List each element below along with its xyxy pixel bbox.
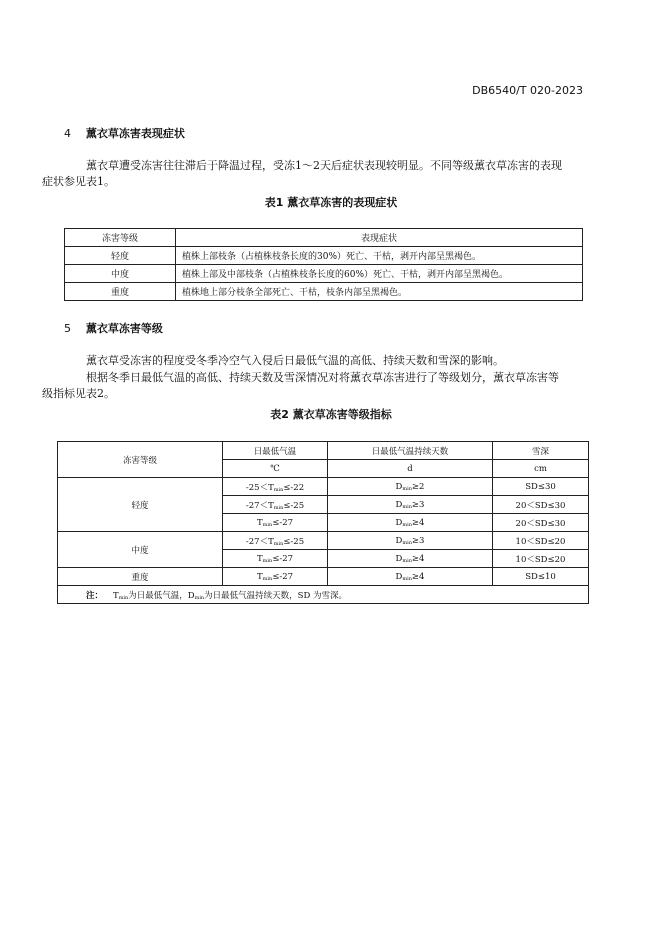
- temp-text: ≤-22: [283, 482, 305, 493]
- section-title: 薰衣草冻害表现症状: [85, 127, 185, 140]
- section-4-heading: [64, 125, 185, 141]
- temp-cell: [223, 514, 328, 532]
- days-text: ≥3: [411, 499, 425, 510]
- section-5-paragraph-2: [42, 370, 584, 402]
- subscript: min: [262, 575, 273, 582]
- subscript: min: [402, 539, 412, 546]
- subscript: min: [118, 594, 129, 601]
- subscript: min: [262, 557, 273, 564]
- temp-cell: [223, 568, 328, 586]
- paragraph-line: 根据冬季日最低气温的高低、持续天数及雪深情况对将薰衣草冻害进行了等级划分，薰衣草冻害等: [86, 371, 559, 384]
- snow-cell: 10＜SD≤20: [493, 532, 589, 550]
- days-cell: [328, 496, 493, 514]
- note-label: 注：: [86, 590, 104, 601]
- table-note: [58, 586, 589, 604]
- temp-text: T: [256, 553, 263, 564]
- snow-cell: 20＜SD≤30: [493, 496, 589, 514]
- days-text: ≥4: [411, 517, 425, 528]
- table-1-caption: 表1 薰衣草冻害的表现症状: [264, 196, 398, 209]
- unit-days: d: [328, 460, 493, 478]
- days-cell: [328, 532, 493, 550]
- grade-cell: 轻度: [65, 247, 176, 265]
- days-cell: [328, 478, 493, 496]
- section-title: 薰衣草冻害等级: [85, 322, 163, 335]
- table-row: [58, 478, 589, 496]
- table-header-row: [58, 442, 589, 460]
- temp-text: ≤-27: [272, 517, 294, 528]
- days-text: D: [395, 517, 403, 528]
- snow-cell: SD≤30: [493, 478, 589, 496]
- days-cell: [328, 550, 493, 568]
- days-text: D: [395, 535, 403, 546]
- temp-text: -25＜T: [245, 482, 274, 493]
- grade-cell: 重度: [65, 283, 176, 301]
- days-text: ≥4: [411, 571, 425, 582]
- table-row: [65, 283, 583, 301]
- days-text: D: [395, 481, 403, 492]
- table-1: [64, 228, 583, 301]
- unit-temp: ℃: [223, 460, 328, 478]
- symptom-cell: 植株地上部分枝条全部死亡、干枯，枝条内部呈黑褐色。: [176, 283, 583, 301]
- section-5-paragraph-1: 薰衣草受冻害的程度受冬季冷空气入侵后日最低气温的高低、持续天数和雪深的影响。: [86, 354, 504, 367]
- temp-cell: [223, 532, 328, 550]
- table-header-row: [65, 229, 583, 247]
- days-text: ≥2: [411, 481, 425, 492]
- subscript: min: [194, 594, 205, 601]
- temp-text: -27＜T: [245, 536, 274, 547]
- subscript: min: [402, 485, 412, 492]
- table-note-row: [58, 586, 589, 604]
- document-code: DB6540/T 020-2023: [472, 84, 583, 97]
- grade-cell: 中度: [58, 532, 223, 568]
- header-snow: 雪深: [493, 442, 589, 460]
- days-cell: [328, 514, 493, 532]
- grade-cell: 重度: [58, 568, 223, 586]
- table-row: [65, 247, 583, 265]
- note-text: 为日最低气温持续天数，SD 为雪深。: [204, 590, 347, 601]
- section-number: 4: [64, 127, 71, 140]
- header-cell: 冻害等级: [65, 229, 176, 247]
- temp-text: ≤-25: [283, 500, 305, 511]
- temp-text: ≤-25: [283, 536, 305, 547]
- header-days: 日最低气温持续天数: [328, 442, 493, 460]
- grade-cell: 中度: [65, 265, 176, 283]
- snow-cell: 20＜SD≤30: [493, 514, 589, 532]
- days-text: ≥3: [411, 535, 425, 546]
- note-text: T: [113, 590, 119, 601]
- subscript: min: [402, 557, 412, 564]
- section-4-paragraph: [42, 158, 584, 190]
- table-row: [58, 532, 589, 550]
- paragraph-line: 薰衣草遭受冻害往往滞后于降温过程，受冻1～2天后症状表现较明显。不同等级薰衣草冻害的表现: [86, 159, 562, 172]
- header-cell: 表现症状: [176, 229, 583, 247]
- snow-cell: SD≤10: [493, 568, 589, 586]
- symptom-cell: 植株上部枝条（占植株枝条长度的30%）死亡、干枯，剥开内部呈黑褐色。: [176, 247, 583, 265]
- grade-cell: 轻度: [58, 478, 223, 532]
- subscript: min: [402, 521, 412, 528]
- section-5-heading: [64, 320, 163, 336]
- temp-text: -27＜T: [245, 500, 274, 511]
- temp-cell: [223, 496, 328, 514]
- subscript: min: [273, 486, 284, 493]
- subscript: min: [402, 503, 412, 510]
- temp-cell: [223, 478, 328, 496]
- temp-text: T: [256, 571, 263, 582]
- header-temp: 日最低气温: [223, 442, 328, 460]
- temp-text: ≤-27: [272, 571, 294, 582]
- days-text: D: [395, 553, 403, 564]
- days-text: D: [395, 499, 403, 510]
- temp-text: ≤-27: [272, 553, 294, 564]
- header-grade: 冻害等级: [58, 442, 223, 478]
- table-2: [57, 441, 589, 604]
- days-text: ≥4: [411, 553, 425, 564]
- symptom-cell: 植株上部及中部枝条（占植株枝条长度的60%）死亡、干枯，剥开内部呈黑褐色。: [176, 265, 583, 283]
- table-row: [58, 568, 589, 586]
- days-text: D: [395, 571, 403, 582]
- temp-cell: [223, 550, 328, 568]
- paragraph-line: 症状参见表1。: [42, 175, 115, 188]
- table-row: [65, 265, 583, 283]
- unit-snow: cm: [493, 460, 589, 478]
- days-cell: [328, 568, 493, 586]
- table-2-caption: 表2 薰衣草冻害等级指标: [270, 408, 392, 421]
- temp-text: T: [256, 517, 263, 528]
- subscript: min: [273, 504, 284, 511]
- subscript: min: [402, 575, 412, 582]
- subscript: min: [262, 521, 273, 528]
- note-text: 为日最低气温，D: [128, 590, 195, 601]
- section-number: 5: [64, 322, 71, 335]
- subscript: min: [273, 540, 284, 547]
- snow-cell: 10＜SD≤20: [493, 550, 589, 568]
- paragraph-line: 级指标见表2。: [42, 387, 115, 400]
